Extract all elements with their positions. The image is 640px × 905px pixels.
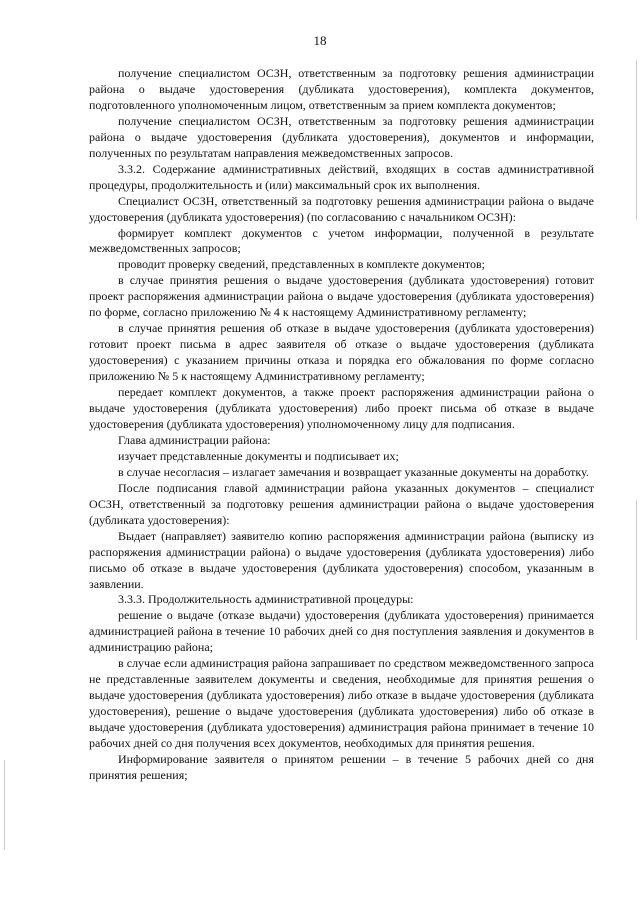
paragraph: передает комплект документов, а также проект распоряжения администрации района о выдаче удостоверения (дубликата удостоверения) либо проект письма об отказе в выдаче удостоверения (дубликата удостоверения) уполномоченному лицу для подписания.: [89, 385, 594, 431]
document-body: [89, 66, 594, 784]
paragraph: Специалист ОСЗН, ответственный за подготовку решения администрации района о выдаче удостоверения (дубликата удостоверения) (по согласованию с начальником ОСЗН):: [89, 193, 594, 224]
paragraph: изучает представленные документы и подписывает их;: [118, 448, 399, 463]
paragraph: 3.3.2. Содержание административных действий, входящих в состав административной процедуры, продолжительность и (или) максимальный срок их выполнения.: [89, 161, 594, 192]
paragraph: формирует комплект документов с учетом информации, полученной в результате межведомственных запросов;: [89, 225, 594, 256]
paragraph: решение о выдаче (отказе выдачи) удостоверения (дубликата удостоверения) принимается администрацией района в течение 10 рабочих дней со дня поступления заявления и документов в администрацию района;: [89, 608, 594, 655]
paragraph: После подписания главой администрации района указанных документов – специалист ОСЗН, ответственный за подготовку решения администрации района о выдаче удостоверения (дубликата удостоверения):: [89, 480, 594, 527]
paragraph: Выдает (направляет) заявителю копию распоряжения администрации района (выписку из распоряжения администрации района) о выдаче удостоверения (дубликата удостоверения) либо письмо об отказе в выдаче удостоверения (дубликата удостоверения) способом, указанным в заявлении.: [89, 528, 594, 591]
paragraph: получение специалистом ОСЗН, ответственным за подготовку решения администрации района о выдаче удостоверения (дубликата удостоверения), документов и информации, полученных по результатам направления межведомственных запросов.: [89, 113, 594, 160]
paragraph: проводит проверку сведений, представленных в комплекте документов;: [118, 257, 485, 272]
paragraph: в случае если администрация района запрашивает по средством межведомственного запроса не представленные заявителем документы и сведения, необходимые для принятия решения о выдаче удостоверения (дубликата удостоверения) либо отказе в выдаче удостоверения (дубликата удостоверения), решение о выдаче удостоверения (дубликата удостоверения) либо об отказе в выдаче удостоверения (дубликата удостоверения) администрация района принимает в течение 10 рабочих дней со дня получения всех документов, необходимых для принятия решения.: [89, 656, 594, 751]
paragraph: Глава администрации района:: [118, 432, 271, 447]
paragraph: в случае принятия решения о выдаче удостоверения (дубликата удостоверения) готовит проект распоряжения администрации района о выдаче удостоверения (дубликата удостоверения) по форме, согласно приложению № 4 к настоящему Административному регламенту;: [89, 273, 594, 320]
page-number: 18: [313, 33, 327, 48]
paragraph: Информирование заявителя о принятом решении – в течение 5 рабочих дней со дня принятия решения;: [89, 751, 594, 782]
scan-edge-mark: [636, 60, 637, 220]
paragraph: в случае несогласия – излагает замечания и возвращает указанные документы на доработку.: [118, 464, 589, 479]
scan-edge-mark: [4, 760, 5, 850]
scan-edge-mark: [636, 500, 637, 640]
paragraph: в случае принятия решения об отказе в выдаче удостоверения (дубликата удостоверения) готовит проект письма в адрес заявителя об отказе о выдаче удостоверения (дубликата удостоверения) с указанием причины отказа и порядка его обжалования по форме согласно приложению № 5 к настоящему Административному регламенту;: [89, 321, 594, 384]
paragraph: 3.3.3. Продолжительность административной процедуры:: [118, 592, 414, 607]
paragraph: получение специалистом ОСЗН, ответственным за подготовку решения администрации района о выдаче удостоверения (дубликата удостоверения), комплекта документов, подготовленного уполномоченным лицом, ответственным за прием комплекта документов;: [89, 66, 594, 112]
